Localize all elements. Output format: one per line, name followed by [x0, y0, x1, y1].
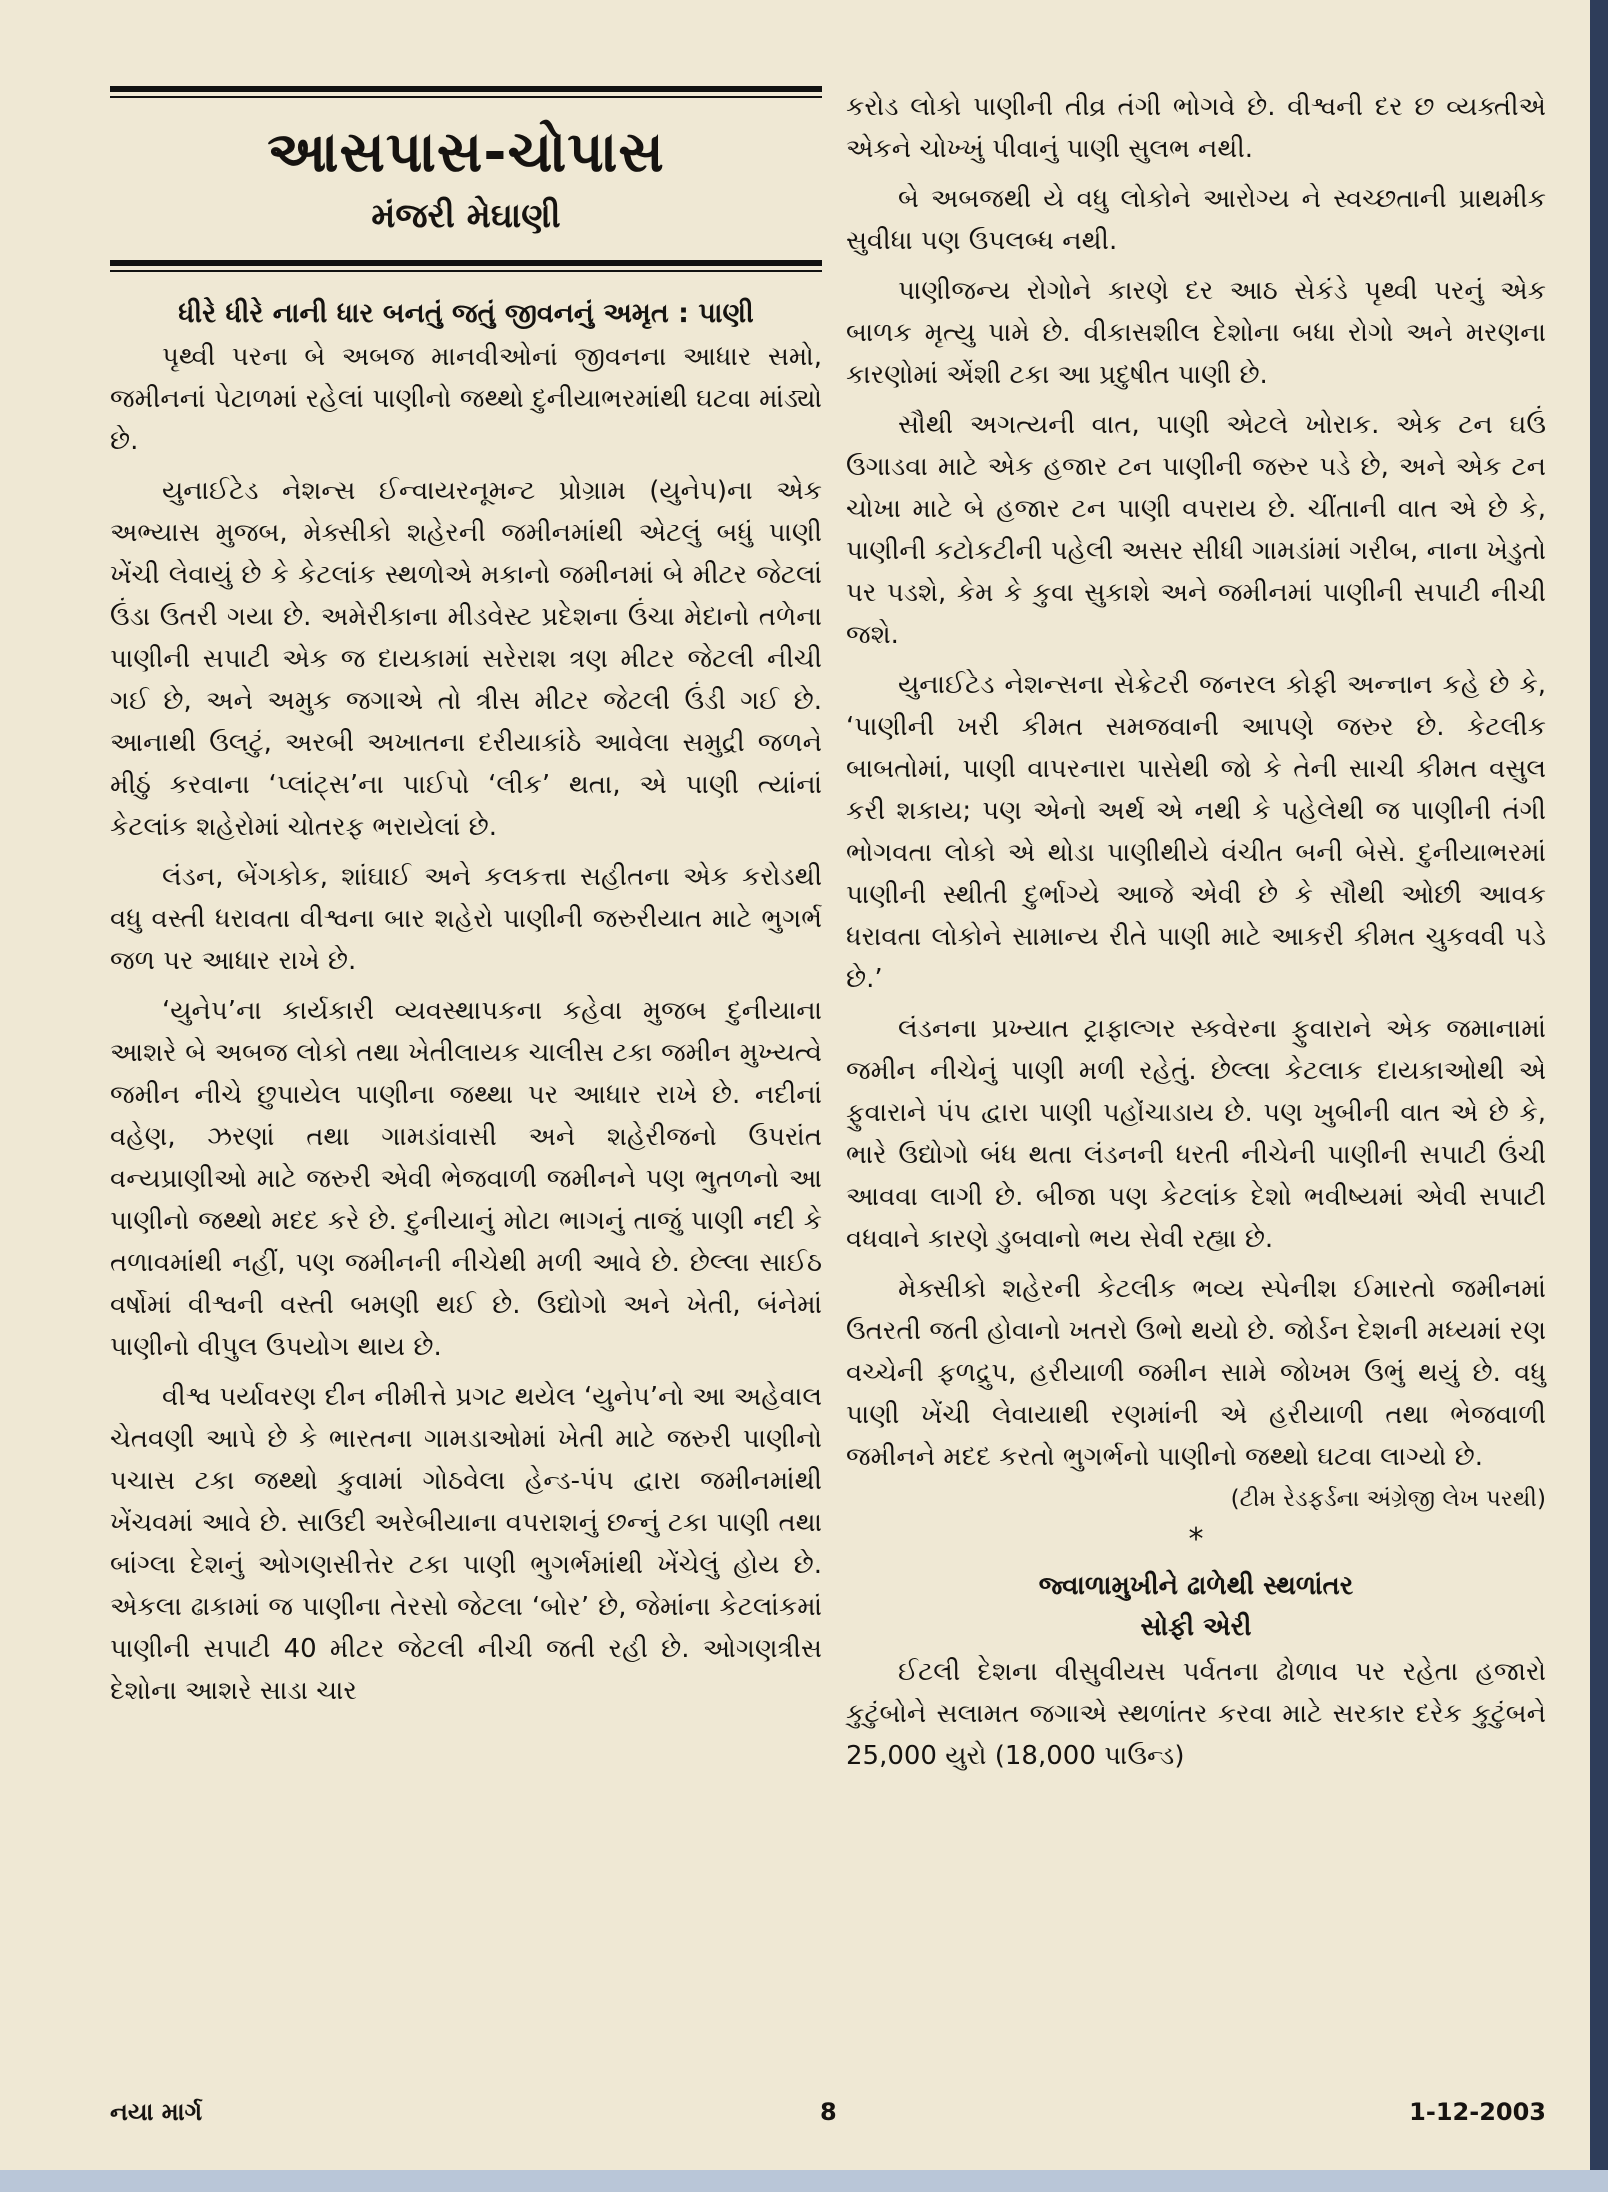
top-rule-thin: [110, 96, 822, 98]
article-paragraph: ઈટલી દેશના વીસુવીયસ પર્વતના ઢોળાવ પર રહેતા હજારો કુટુંબોને સલામત જગાએ સ્થળાંતર કરવા માટે સરકાર દરેક કુટુંબને 25,000 યુરો (18,000 પાઉન્ડ): [846, 1657, 1546, 1771]
article-paragraph: ‘યુનેપ’ના કાર્યકારી વ્યવસ્થાપકના કહેવા મુજબ દુનીયાના આશરે બે અબજ લોકો તથા ખેતીલાયક ચાલીસ ટકા જમીન મુખ્યત્વે જમીન નીચે છુપાયેલ પાણીના જથ્થા પર આધાર રાખે છે. નદીનાં વહેણ, ઝરણાં તથા ગામડાંવાસી અને શહેરીજનો ઉપરાંત વન્યપ્રાણીઓ માટે જરુરી એવી ભેજવાળી જમીનને પણ ભુતળનો આ પાણીનો જથ્થો મદદ કરે છે. દુનીયાનું મોટા ભાગનું તાજું પાણી નદી કે તળાવમાંથી નહીં, પણ જમીનની નીચેથી મળી આવે છે. છેલ્લા સાઈઠ વર્ષોમાં વીશ્વની વસ્તી બમણી થઈ છે. ઉદ્યોગો અને ખેતી, બંનેમાં પાણીનો વીપુલ ઉપયોગ થાય છે.: [110, 996, 822, 1362]
article-paragraph: મેક્સીકો શહેરની કેટલીક ભવ્ય સ્પેનીશ ઈમારતો જમીનમાં ઉતરતી જતી હોવાનો ખતરો ઉભો થયો છે. જોર્ડન દેશની મધ્યમાં રણ વચ્ચેની ફળદ્રુપ, હરીયાળી જમીન સામે જોખમ ઉભું થયું છે. વધુ પાણી ખેંચી લેવાયાથી રણમાંની એ હરીયાળી તથા ભેજવાળી જમીનને મદદ કરતો ભુગર્ભનો પાણીનો જથ્થો ઘટવા લાગ્યો છે.: [846, 1274, 1546, 1472]
header-bottom-rule: [110, 260, 822, 266]
article-paragraph: યુનાઈટેડ નેશન્સ ઈન્વાયરનૂમન્ટ પ્રોગ્રામ (યુનેપ)ના એક અભ્યાસ મુજબ, મેક્સીકો શહેરની જમીનમાંથી એટલું બધું પાણી ખેંચી લેવાયું છે કે કેટલાંક સ્થળોએ મકાનો જમીનમાં બે મીટર જેટલાં ઉંડા ઉતરી ગયા છે. અમેરીકાના મીડવેસ્ટ પ્રદેશના ઉંચા મેદાનો તળેના પાણીની સપાટી એક જ દાયકામાં સરેરાશ ત્રણ મીટર જેટલી નીચી ગઈ છે, અને અમુક જગાએ તો ત્રીસ મીટર જેટલી ઉંડી ગઈ છે. આનાથી ઉલટું, અરબી અખાતના દરીયાકાંઠે આવેલા સમુદ્રી જળને મીઠું કરવાના ‘પ્લાંટ્સ’ના પાઈપો ‘લીક’ થતા, એ પાણી ત્યાંનાં કેટલાંક શહેરોમાં ચોતરફ ભરાયેલાં છે.: [110, 476, 822, 842]
header-bottom-rule-thin: [110, 270, 822, 272]
issue-date: 1-12-2003: [1409, 2098, 1546, 2126]
article-paragraph: સૌથી અગત્યની વાત, પાણી એટલે ખોરાક. એક ટન ઘઉં ઉગાડવા માટે એક હજાર ટન પાણીની જરુર પડે છે, અને એક ટન ચોખા માટે બે હજાર ટન પાણી વપરાય છે. ચીંતાની વાત એ છે કે, પાણીની કટોકટીની પહેલી અસર સીધી ગામડાંમાં ગરીબ, નાના ખેડુતો પર પડશે, કેમ કે કુવા સુકાશે અને જમીનમાં પાણીની સપાટી નીચી જશે.: [846, 410, 1546, 650]
article-paragraph: વીશ્વ પર્યાવરણ દીન નીમીત્તે પ્રગટ થયેલ ‘યુનેપ’નો આ અહેવાલ ચેતવણી આપે છે કે ભારતના ગામડાઓમાં ખેતી માટે જરુરી પાણીનો પચાસ ટકા જથ્થો કુવામાં ગોઠવેલા હેન્ડ-પંપ દ્વારા જમીનમાંથી ખેંચવમાં આવે છે. સાઉદી અરેબીયાના વપરાશનું છન્નું ટકા પાણી તથા બાંગ્લા દેશનું ઓગણસીત્તેર ટકા પાણી ભુગર્ભમાંથી ખેંચેલું હોય છે. એકલા ઢાકામાં જ પાણીના તેરસો જેટલા ‘બોર’ છે, જેમાંના કેટલાંકમાં પાણીની સપાટી 40 મીટર જેટલી નીચી જતી રહી છે. ઓગણત્રીસ દેશોના આશરે સાડા ચાર: [110, 1382, 822, 1706]
second-article-byline: સોફી એરી: [1140, 1612, 1252, 1642]
article-paragraph: યુનાઈટેડ નેશન્સના સેક્રેટરી જનરલ કોફી અન્નાન કહે છે કે, ‘પાણીની ખરી કીમત સમજવાની આપણે જરુર છે. કેટલીક બાબતોમાં, પાણી વાપરનારા પાસેથી જો કે તેની સાચી કીમત વસુલ કરી શકાય; પણ એનો અર્થ એ નથી કે પહેલેથી જ પાણીની તંગી ભોગવતા લોકો એ થોડા પાણીથીયે વંચીત બની બેસે. દુનીયાભરમાં પાણીની સ્થીતી દુર્ભાગ્યે આજે એવી છે કે સૌથી ઓછી આવક ધરાવતા લોકોને સામાન્ય રીતે પાણી માટે આકરી કીમત ચુકવવી પડે છે.’: [846, 670, 1546, 994]
article-paragraph: કરોડ લોકો પાણીની તીવ્ર તંગી ભોગવે છે. વીશ્વની દર છ વ્યક્તીએ એકને ચોખ્ખું પીવાનું પાણી સુલભ નથી.: [846, 92, 1546, 164]
left-column: [110, 86, 822, 1720]
column-author: મંજરી મેઘાણી: [371, 196, 561, 236]
article-paragraph: લંડન, બેંગકોક, શાંઘાઈ અને કલકત્તા સહીતના એક કરોડથી વધુ વસ્તી ધરાવતા વીશ્વના બાર શહેરો પાણીની જરુરીયાત માટે ભુગર્ભ જળ પર આધાર રાખે છે.: [110, 862, 822, 976]
article-paragraph: બે અબજથી યે વધુ લોકોને આરોગ્ય ને સ્વચ્છતાની પ્રાથમીક સુવીધા પણ ઉપલબ્ધ નથી.: [846, 184, 1546, 256]
page-footer: [110, 2098, 1546, 2138]
scan-edge-right: [1590, 0, 1608, 2192]
article-paragraph: પાણીજન્ય રોગોને કારણે દર આઠ સેકંડે પૃથ્વી પરનું એક બાળક મૃત્યુ પામે છે. વીકાસશીલ દેશોના બધા રોગો અને મરણના કારણોમાં એંશી ટકા આ પ્રદુષીત પાણી છે.: [846, 276, 1546, 390]
section-separator: *: [1188, 1522, 1204, 1557]
right-column: [846, 86, 1546, 1785]
article-subheading: ધીરે ધીરે નાની ધાર બનતું જતું જીવનનું અમૃત : પાણી: [178, 298, 754, 329]
article-paragraph: પૃથ્વી પરના બે અબજ માનવીઓનાં જીવનના આધાર સમો, જમીનનાં પેટાળમાં રહેલાં પાણીનો જથ્થો દુનીયાભરમાંથી ઘટવા માંડ્યો છે.: [110, 342, 822, 456]
publication-name: નયા માર્ગ: [110, 2098, 203, 2126]
top-rule: [110, 86, 822, 92]
scan-edge-bottom: [0, 2170, 1608, 2192]
column-title: આસપાસ-ચોપાસ: [267, 120, 665, 185]
second-article-heading: જ્વાળામુખીને ઢાળેથી સ્થળાંતર: [1038, 1571, 1354, 1601]
page-number: 8: [820, 2098, 837, 2126]
article-credit: (ટીમ રેડફર્ડના અંગ્રેજી લેખ પરથી): [1230, 1486, 1546, 1512]
article-paragraph: લંડનના પ્રખ્યાત ટ્રાફાલ્ગર સ્કવેરના ફુવારાને એક જમાનામાં જમીન નીચેનું પાણી મળી રહેતું. છેલ્લા કેટલાક દાયકાઓથી એ ફુવારાને પંપ દ્વારા પાણી પહોંચાડાય છે. પણ ખુબીની વાત એ છે કે, ભારે ઉદ્યોગો બંધ થતા લંડનની ધરતી નીચેની પાણીની સપાટી ઉંચી આવવા લાગી છે. બીજા પણ કેટલાંક દેશો ભવીષ્યમાં એવી સપાટી વધવાને કારણે ડુબવાનો ભય સેવી રહ્યા છે.: [846, 1014, 1546, 1254]
